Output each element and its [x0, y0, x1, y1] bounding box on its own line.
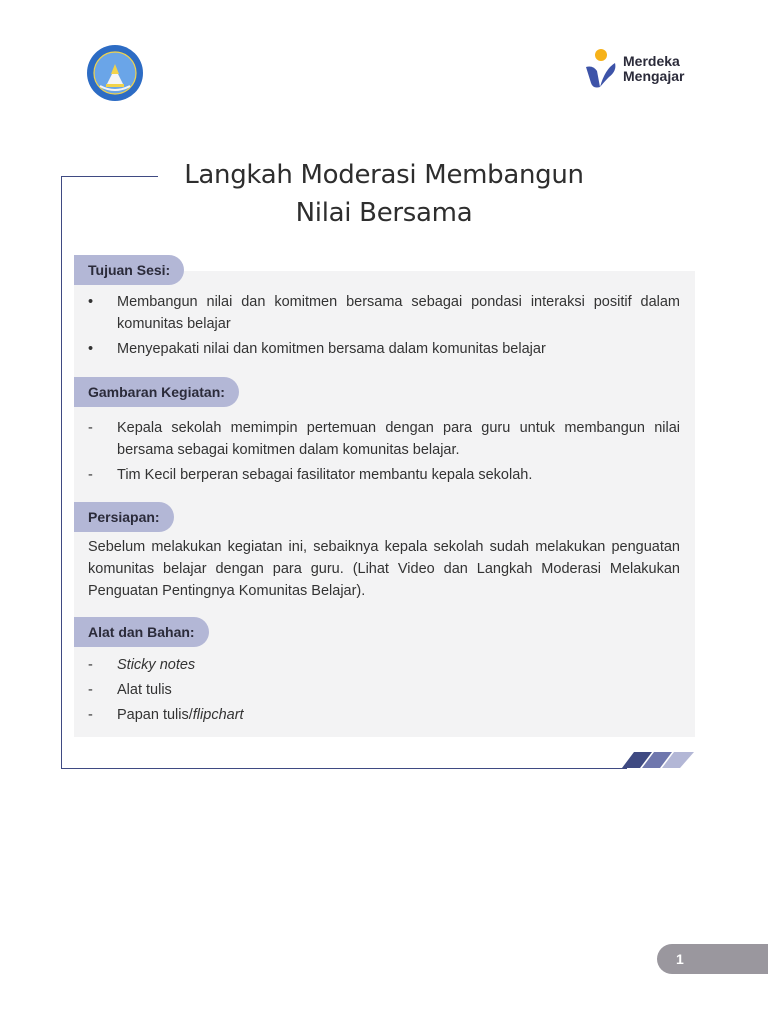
dash-mark: - [88, 707, 93, 723]
brand-line-1: Merdeka [623, 53, 680, 69]
merdeka-mengajar-logo [583, 47, 684, 91]
section-label-gambaran: Gambaran Kegiatan: [74, 377, 239, 407]
page-number: 1 [676, 951, 684, 967]
persiapan-text: Sebelum melakukan kegiatan ini, sebaiknya kepala sekolah sudah melakukan penguatan komunitas belajar dengan para guru. (Lihat Video dan Langkah Moderasi Melakukan Penguatan Pentingnya Komunitas Belajar). [88, 539, 680, 599]
dash-mark: - [88, 467, 93, 483]
page-title [150, 156, 618, 232]
section-label-tujuan: Tujuan Sesi: [74, 255, 184, 285]
frame-top-line [61, 176, 158, 177]
alat-list [88, 654, 680, 729]
dash-mark: - [88, 657, 93, 673]
tujuan-list [88, 291, 680, 363]
frame-left-line [61, 176, 62, 769]
list-item: • Membangun nilai dan komitmen bersama sebagai pondasi interaksi positif dalam komunitas belajar [88, 291, 680, 335]
bullet-mark: • [88, 341, 94, 357]
kemdikbud-logo [86, 44, 144, 102]
list-item: • Menyepakati nilai dan komitmen bersama dalam komunitas belajar [88, 338, 680, 360]
title-line-1: Langkah Moderasi Membangun [184, 160, 584, 190]
merdeka-mengajar-icon [583, 47, 619, 91]
page-number-tab [657, 944, 768, 974]
list-item: - Papan tulis/flipchart [88, 704, 680, 726]
dash-mark: - [88, 420, 93, 436]
title-line-2: Nilai Bersama [295, 198, 473, 228]
frame-bottom-line [61, 768, 627, 769]
gambaran-list [88, 417, 680, 489]
brand-line-2: Mengajar [623, 68, 685, 84]
list-item: - Alat tulis [88, 679, 680, 701]
list-item: - Sticky notes [88, 654, 680, 676]
list-item: - Tim Kecil berperan sebagai fasilitator membantu kepala sekolah. [88, 464, 680, 486]
section-label-persiapan: Persiapan: [74, 502, 174, 532]
dash-mark: - [88, 682, 93, 698]
section-label-alat: Alat dan Bahan: [74, 617, 209, 647]
list-item: - Kepala sekolah memimpin pertemuan dengan para guru untuk membangun nilai bersama sebagai komitmen dalam komunitas belajar. [88, 417, 680, 461]
bullet-mark: • [88, 294, 94, 310]
decorative-stripes [622, 752, 694, 768]
